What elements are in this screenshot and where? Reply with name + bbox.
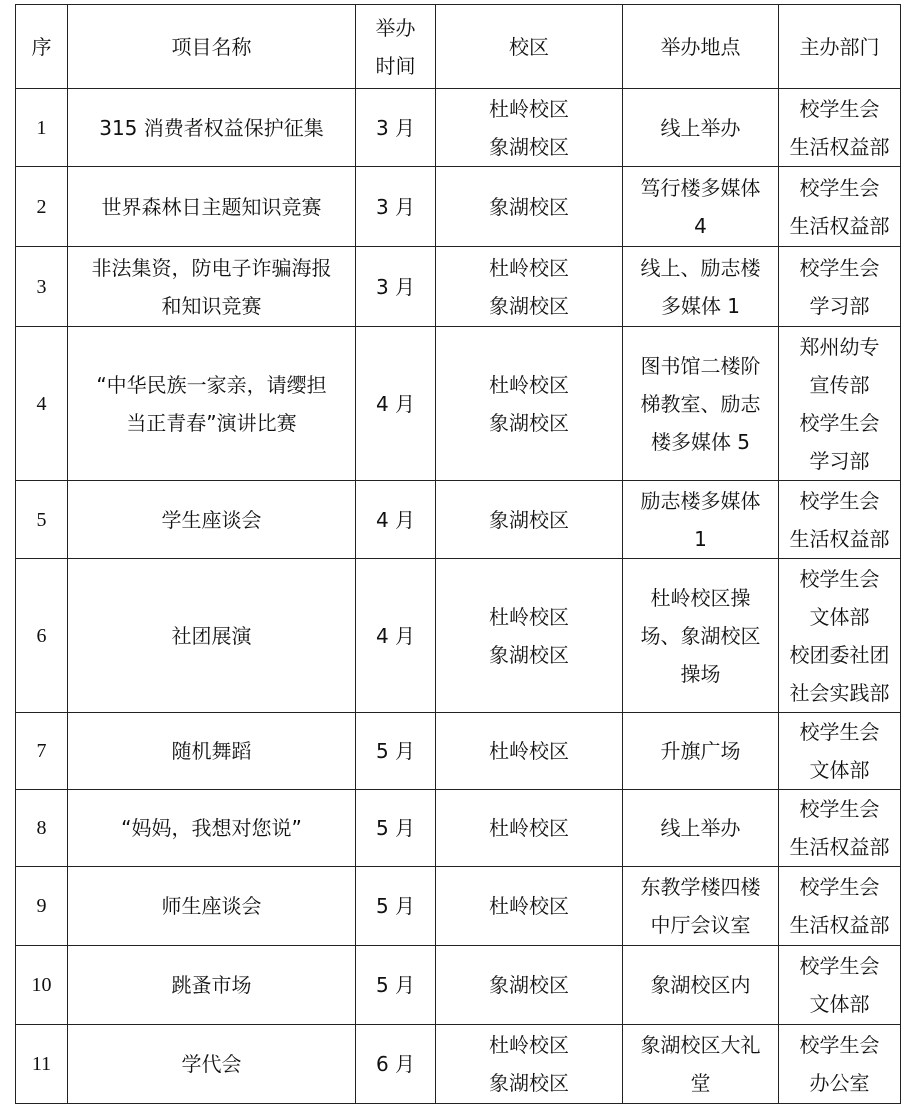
table-row [16,867,901,946]
cell-venue-line: 堂 [690,1071,711,1095]
cell-time: 5 月 [356,790,436,867]
cell-organizer [779,790,901,867]
cell-organizer-line: 学习部 [809,448,870,473]
cell-venue-line: 中厅会议室 [650,913,751,937]
cell-organizer-line: 生活权益部 [789,835,890,859]
table-row [16,1025,901,1104]
cell-organizer [779,713,901,790]
cell-time: 5 月 [356,946,436,1025]
cell-venue-line: 梯教室、励志 [640,391,761,416]
cell-organizer [779,167,901,247]
cell-venue [623,247,779,327]
header-index: 序 [16,5,68,89]
cell-venue [623,559,779,713]
cell-campus [436,946,623,1025]
events-table [15,4,901,1104]
cell-organizer [779,89,901,167]
cell-campus-line: 杜岭校区 [489,816,569,840]
cell-name-line: 学生座谈会 [161,507,262,532]
cell-campus [436,89,623,167]
cell-index: 2 [16,167,68,247]
table-row [16,89,901,167]
table-row [16,559,901,713]
cell-venue-line: 场、象湖校区 [640,623,761,648]
cell-venue-line: 线上、励志楼 [640,255,761,280]
header-organizer: 主办部门 [779,5,901,89]
cell-campus-line: 杜岭校区 [489,372,569,397]
cell-organizer-line: 校学生会 [799,1033,880,1057]
cell-campus [436,867,623,946]
cell-organizer-line: 校学生会 [799,875,880,899]
cell-venue-line: 笃行楼多媒体 [640,175,761,200]
cell-name-line: “中华民族一家亲，请缨担 [96,372,327,397]
cell-venue-line: 励志楼多媒体 [640,488,761,513]
cell-venue-line: 楼多媒体 5 [650,429,751,454]
cell-venue-line: 图书馆二楼阶 [640,353,761,378]
cell-index: 1 [16,89,68,167]
cell-organizer-line: 校学生会 [799,175,880,200]
cell-index: 11 [16,1025,68,1104]
cell-name-line: 当正青春”演讲比赛 [126,410,297,435]
cell-venue-line: 1 [694,526,707,551]
cell-campus-line: 象湖校区 [489,194,569,219]
cell-campus [436,790,623,867]
cell-name-line: “妈妈，我想对您说” [121,816,302,840]
cell-time: 5 月 [356,713,436,790]
cell-index: 4 [16,327,68,481]
cell-organizer [779,327,901,481]
cell-campus [436,1025,623,1104]
header-campus: 校区 [436,5,623,89]
cell-name [68,481,356,559]
cell-campus-line: 象湖校区 [489,642,569,667]
cell-organizer [779,867,901,946]
cell-campus-line: 象湖校区 [489,134,569,159]
cell-organizer-line: 校学生会 [799,96,880,121]
cell-organizer-line: 校学生会 [799,797,880,821]
cell-venue-line: 操场 [680,661,721,686]
table-row [16,247,901,327]
cell-campus [436,713,623,790]
cell-organizer-line: 文体部 [809,992,870,1016]
cell-campus-line: 杜岭校区 [489,1033,569,1057]
cell-name [68,89,356,167]
cell-index: 5 [16,481,68,559]
cell-organizer-line: 校学生会 [799,410,880,435]
cell-time: 5 月 [356,867,436,946]
cell-organizer-line: 校学生会 [799,488,880,513]
cell-venue-line: 多媒体 1 [660,293,741,318]
cell-campus-line: 象湖校区 [489,507,569,532]
header-row [16,5,901,89]
cell-name-line: 世界森林日主题知识竞赛 [101,194,322,219]
cell-organizer-line: 学习部 [809,293,870,318]
cell-campus [436,559,623,713]
cell-time: 3 月 [356,247,436,327]
table-row [16,481,901,559]
cell-time: 3 月 [356,167,436,247]
cell-name [68,327,356,481]
cell-campus [436,327,623,481]
cell-venue-line: 线上举办 [660,816,741,840]
cell-venue [623,481,779,559]
cell-name [68,559,356,713]
cell-organizer-line: 郑州幼专 [799,334,880,359]
cell-name [68,713,356,790]
cell-name [68,790,356,867]
cell-name [68,247,356,327]
cell-time: 4 月 [356,559,436,713]
cell-time: 3 月 [356,89,436,167]
cell-venue [623,790,779,867]
cell-organizer-line: 校学生会 [799,566,880,591]
cell-name [68,167,356,247]
cell-index: 10 [16,946,68,1025]
cell-venue [623,1025,779,1104]
table-row [16,946,901,1025]
cell-venue [623,167,779,247]
cell-campus-line: 杜岭校区 [489,894,569,918]
cell-name-line: 和知识竞赛 [161,293,262,318]
cell-name [68,946,356,1025]
cell-campus [436,481,623,559]
table-row [16,790,901,867]
cell-venue-line: 象湖校区大礼 [640,1033,761,1057]
cell-organizer-line: 校学生会 [799,255,880,280]
cell-name-line: 315 消费者权益保护征集 [99,115,324,140]
cell-campus [436,247,623,327]
cell-index: 8 [16,790,68,867]
cell-name-line: 学代会 [181,1052,242,1076]
cell-venue-line: 线上举办 [660,115,741,140]
cell-index: 3 [16,247,68,327]
header-name: 项目名称 [68,5,356,89]
cell-time: 4 月 [356,481,436,559]
table-row [16,327,901,481]
cell-venue-line: 4 [694,213,707,238]
cell-organizer [779,1025,901,1104]
cell-venue-line: 东教学楼四楼 [640,875,761,899]
cell-name [68,1025,356,1104]
cell-venue [623,946,779,1025]
cell-organizer-line: 办公室 [809,1071,870,1095]
cell-name-line: 师生座谈会 [161,894,262,918]
cell-campus-line: 杜岭校区 [489,739,569,763]
cell-index: 9 [16,867,68,946]
table-row [16,713,901,790]
cell-organizer-line: 校学生会 [799,720,880,744]
cell-organizer-line: 生活权益部 [789,134,890,159]
cell-organizer-line: 文体部 [809,604,870,629]
cell-organizer-line: 宣传部 [809,372,870,397]
cell-organizer-line: 校团委社团 [789,642,890,667]
cell-organizer-line: 社会实践部 [789,680,890,705]
cell-campus-line: 杜岭校区 [489,96,569,121]
header-time-line2: 时间 [375,53,416,78]
cell-organizer [779,559,901,713]
cell-venue [623,327,779,481]
cell-organizer-line: 生活权益部 [789,913,890,937]
cell-campus-line: 象湖校区 [489,410,569,435]
table-row [16,167,901,247]
cell-name-line: 非法集资，防电子诈骗海报 [91,255,332,280]
cell-organizer-line: 文体部 [809,758,870,782]
cell-name-line: 随机舞蹈 [171,739,252,763]
cell-organizer-line: 校学生会 [799,954,880,978]
cell-name [68,867,356,946]
cell-campus-line: 象湖校区 [489,293,569,318]
cell-index: 7 [16,713,68,790]
header-time [356,5,436,89]
table-body [16,89,901,1104]
cell-name-line: 社团展演 [171,623,252,648]
cell-time: 4 月 [356,327,436,481]
cell-campus-line: 象湖校区 [489,1071,569,1095]
cell-organizer [779,946,901,1025]
cell-campus-line: 象湖校区 [489,973,569,997]
cell-organizer-line: 生活权益部 [789,526,890,551]
cell-index: 6 [16,559,68,713]
cell-venue-line: 升旗广场 [660,739,741,763]
cell-organizer [779,481,901,559]
cell-venue-line: 象湖校区内 [650,973,751,997]
cell-time: 6 月 [356,1025,436,1104]
cell-venue [623,713,779,790]
cell-venue [623,867,779,946]
cell-campus [436,167,623,247]
cell-campus-line: 杜岭校区 [489,604,569,629]
cell-campus-line: 杜岭校区 [489,255,569,280]
cell-organizer-line: 生活权益部 [789,213,890,238]
cell-organizer [779,247,901,327]
cell-name-line: 跳蚤市场 [171,973,252,997]
cell-venue-line: 杜岭校区操 [650,585,751,610]
header-venue: 举办地点 [623,5,779,89]
cell-venue [623,89,779,167]
header-time-line1: 举办 [375,15,416,40]
